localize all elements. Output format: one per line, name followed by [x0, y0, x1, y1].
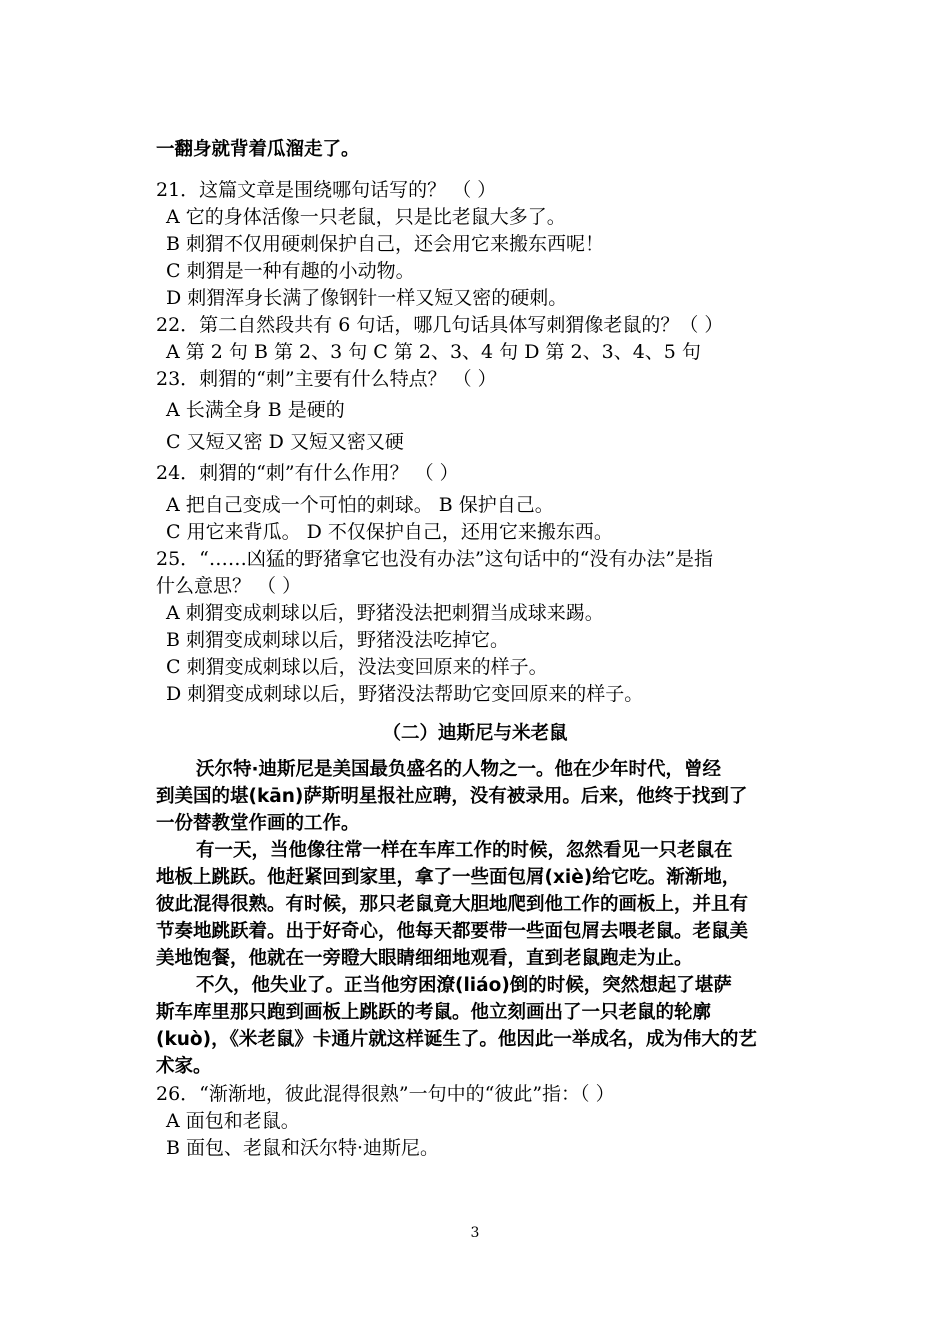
passage2-line: 地板上跳跃。他赶紧回到家里，拿了一些面包屑(xiè)给它吃。渐渐地， — [156, 867, 741, 888]
passage1-last-line: 一翻身就背着瓜溜走了。 — [156, 139, 360, 160]
question-24-options-ab: A 把自己变成一个可怕的刺球。 B 保护自己。 — [166, 494, 554, 516]
question-25-option-d: D 刺猬变成刺球以后，野猪没法帮助它变回原来的样子。 — [166, 683, 644, 705]
question-21-option-d: D 刺猬浑身长满了像钢针一样又短又密的硬刺。 — [166, 287, 568, 309]
question-21-option-a: A 它的身体活像一只老鼠，只是比老鼠大多了。 — [166, 206, 566, 228]
question-21-stem: 21．这篇文章是围绕哪句话写的？ （ ） — [156, 179, 497, 201]
question-23-options-cd: C 又短又密 D 又短又密又硬 — [166, 431, 404, 453]
passage2-line: 术家。 — [156, 1056, 212, 1077]
question-25-option-a: A 刺猬变成刺球以后，野猪没法把刺猬当成球来踢。 — [166, 602, 604, 624]
question-24-options-cd: C 用它来背瓜。 D 不仅保护自己，还用它来搬东西。 — [166, 521, 613, 543]
question-26-option-b: B 面包、老鼠和沃尔特·迪斯尼。 — [166, 1137, 440, 1159]
passage2-line: 不久，他失业了。正当他穷困潦(liáo)倒的时候，突然想起了堪萨 — [196, 975, 732, 996]
question-25-option-c: C 刺猬变成刺球以后，没法变回原来的样子。 — [166, 656, 548, 678]
passage2-line: (kuò)，《米老鼠》卡通片就这样诞生了。他因此一举成名，成为伟大的艺 — [156, 1029, 757, 1050]
passage2-line: 有一天，当他像往常一样在车库工作的时候，忽然看见一只老鼠在 — [196, 840, 733, 861]
passage2-line: 斯车库里那只跑到画板上跳跃的考鼠。他立刻画出了一只老鼠的轮廓 — [156, 1002, 712, 1023]
page-number: 3 — [470, 1225, 480, 1241]
passage2-line: 一份替教堂作画的工作。 — [156, 813, 360, 834]
question-25-option-b: B 刺猬变成刺球以后，野猪没法吃掉它。 — [166, 629, 510, 651]
question-23-options-ab: A 长满全身 B 是硬的 — [166, 399, 345, 421]
question-23-stem: 23．刺猬的“刺”主要有什么特点？ （ ） — [156, 368, 497, 390]
passage2-line: 美地饱餐，他就在一旁瞪大眼睛细细地观看，直到老鼠跑走为止。 — [156, 948, 693, 969]
question-21-option-b: B 刺猬不仅用硬刺保护自己，还会用它来搬东西呢！ — [166, 233, 605, 255]
question-25-stem-line1: 25．“……凶猛的野猪拿它也没有办法”这句话中的“没有办法”是指 — [156, 548, 714, 570]
section-2-title: （二）迪斯尼与米老鼠 — [382, 723, 568, 744]
question-25-stem-line2: 什么意思？ （ ） — [156, 575, 302, 597]
passage2-line: 到美国的堪(kān)萨斯明星报社应聘，没有被录用。后来，他终于找到了 — [156, 786, 748, 807]
question-26-stem: 26．“渐渐地，彼此混得很熟”一句中的“彼此”指：（ ） — [156, 1083, 615, 1105]
question-26-option-a: A 面包和老鼠。 — [166, 1110, 300, 1132]
question-22-stem: 22．第二自然段共有 6 句话，哪几句话具体写刺猬像老鼠的？（ ） — [156, 314, 724, 336]
question-22-options: A 第 2 句 B 第 2、3 句 C 第 2、3、4 句 D 第 2、3、4、5 句 — [166, 341, 701, 363]
passage2-line: 沃尔特·迪斯尼是美国最负盛名的人物之一。他在少年时代，曾经 — [196, 759, 722, 780]
passage2-line: 节奏地跳跃着。出于好奇心，他每天都要带一些面包屑去喂老鼠。老鼠美 — [156, 921, 749, 942]
passage2-line: 彼此混得很熟。有时候，那只老鼠竟大胆地爬到他工作的画板上，并且有 — [156, 894, 749, 915]
question-21-option-c: C 刺猬是一种有趣的小动物。 — [166, 260, 415, 282]
question-24-stem: 24．刺猬的“刺”有什么作用？ （ ） — [156, 462, 459, 484]
